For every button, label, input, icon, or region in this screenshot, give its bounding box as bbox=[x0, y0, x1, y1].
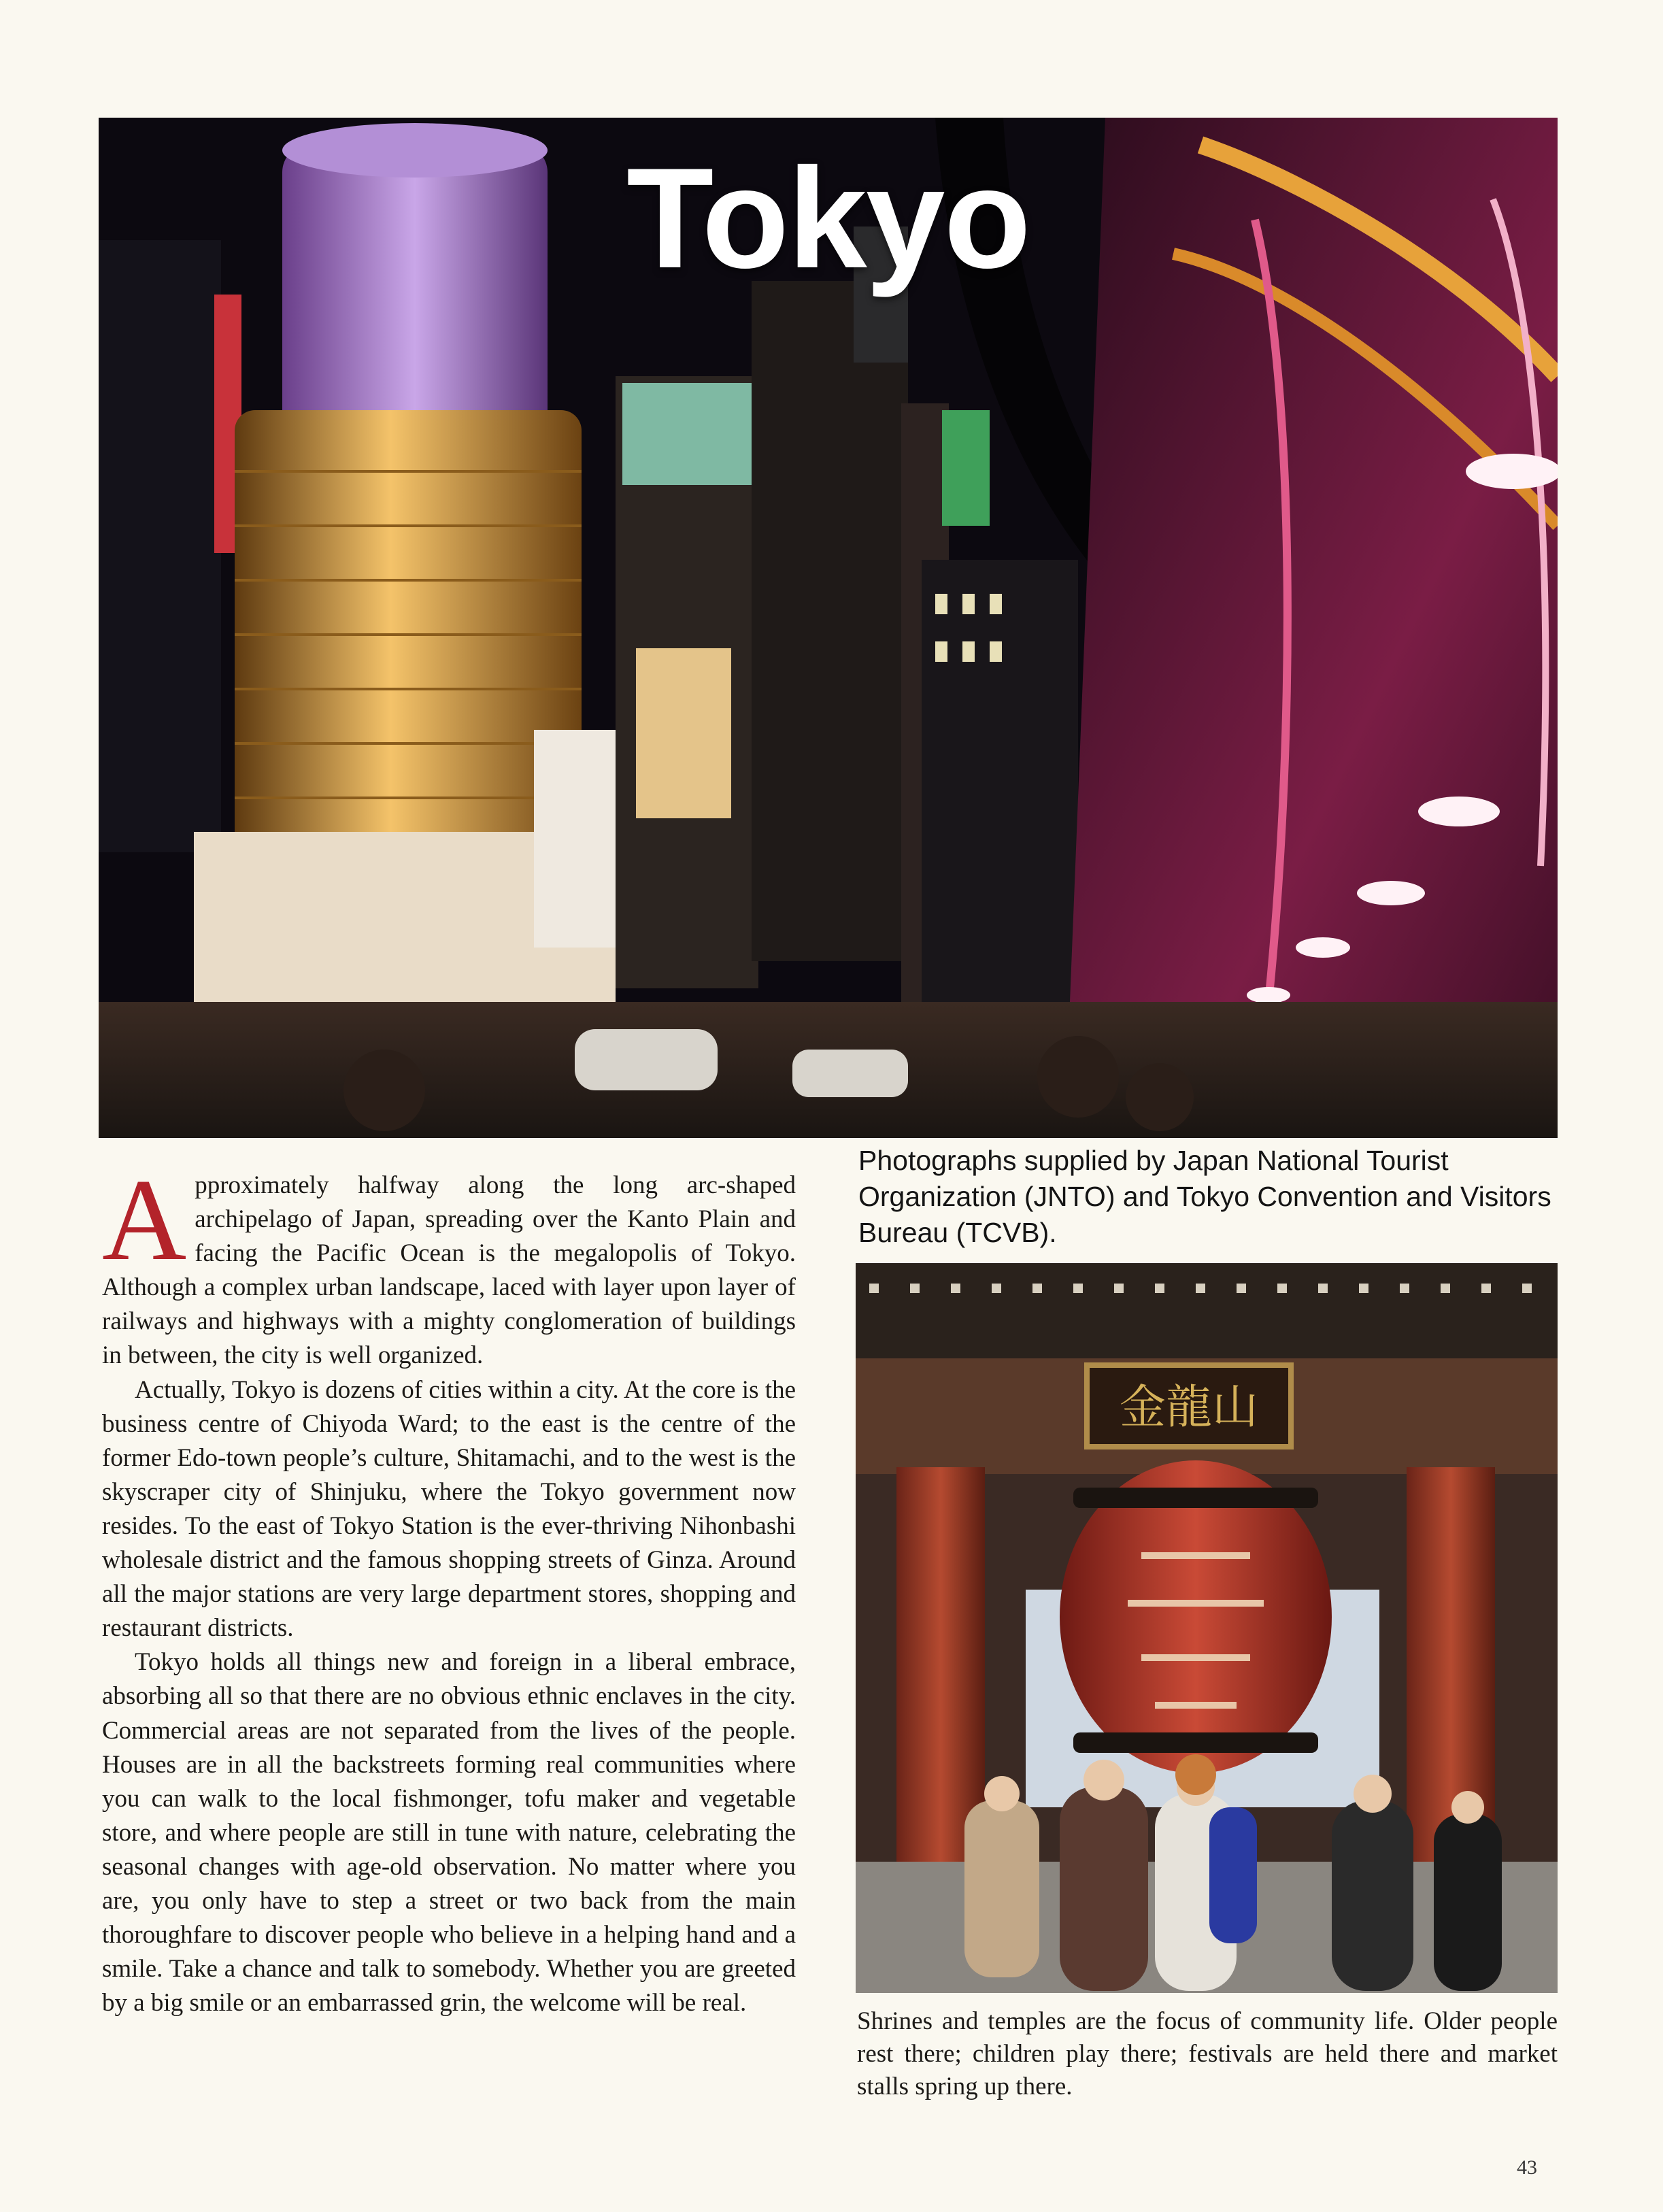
article-paragraph: Tokyo holds all things new and foreign in a liberal embrace, absorbing all so that there are no obvious ethnic enclaves in the city. Commercial areas are not separated from the lives of the people. Houses are in all the backstreets forming real communities where you can walk to the local fishmonger, tofu maker and vegetable store, and where people are still in tune with nature, celebrating the seasonal changes with age-old observation. No matter where you are, you only have to step a street or two back from the main thoroughfare to discover people who believe in a helping hand and a smile. Take a chance and talk to somebody. Whether you are greeted by a big smile or an embarrassed grin, the welcome will be real. bbox=[102, 1648, 796, 2017]
article-body bbox=[102, 1156, 796, 2100]
article-paragraph-text: pproximately halfway along the long arc-shaped archipelago of Japan, spreading over the Kanto Plain and facing the Pacific Ocean is the megalopolis of Tokyo. Although a complex urban landscape, laced with layer upon layer of railways and highways with a mighty conglomeration of buildings in between, the city is well organized. bbox=[102, 1171, 796, 1370]
article-paragraph bbox=[102, 1156, 796, 1373]
photo-caption: Shrines and temples are the focus of community life. Older people rest there; children play there; festivals are held there and market stalls spring up there. bbox=[857, 2007, 1558, 2100]
article-paragraph: Actually, Tokyo is dozens of cities within a city. At the core is the business centre of Chiyoda Ward; to the east is the centre of the former Edo-town people’s culture, Shitamachi, and to the west is the skyscraper city of Shinjuku, where the Tokyo government now resides. To the east of Tokyo Station is the ever-thriving Nihonbashi wholesale district and the famous shopping streets of Ginza. Around all the major stations are very large department stores, shopping and restaurant districts. bbox=[102, 1375, 796, 1643]
gate-plaque-text: 金龍山 bbox=[1119, 1381, 1259, 1435]
drop-cap: A bbox=[102, 1156, 187, 1285]
page-number: 43 bbox=[1517, 2156, 1537, 2179]
temple-gate-photo bbox=[856, 1263, 1558, 1993]
page-title: Tokyo bbox=[626, 138, 1030, 298]
photo-credit: Photographs supplied by Japan National Tourist Organization (JNTO) and Tokyo Convention and Visitors Bureau (TCVB). bbox=[858, 1145, 1551, 1248]
